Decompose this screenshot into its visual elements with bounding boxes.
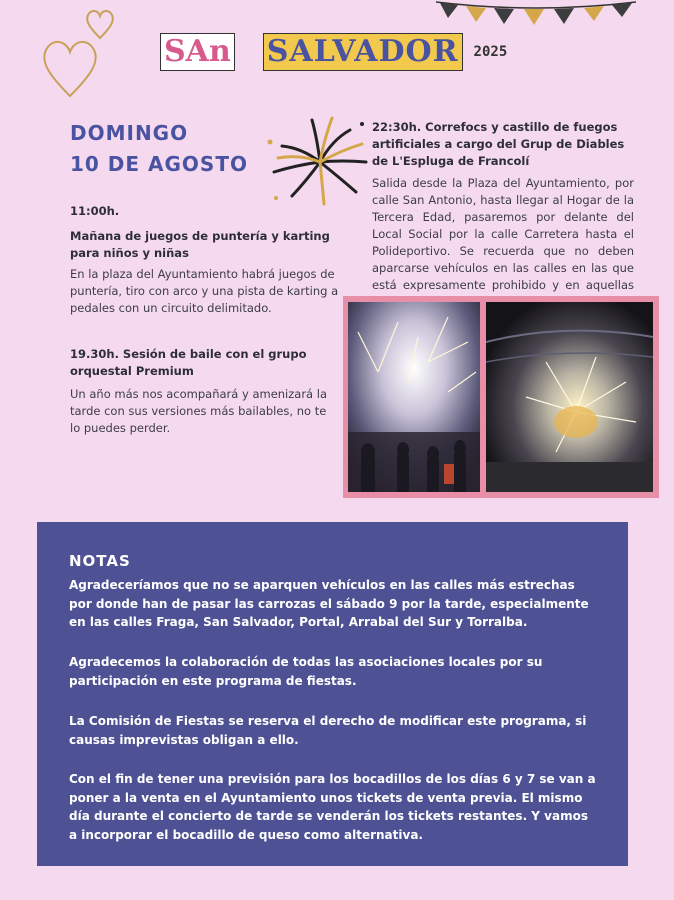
notes-box [37,522,628,866]
event-2-description: Un año más nos acompañará y amenizará la tarde con sus versiones más bailables, no te lo puedes perder. [70,387,328,435]
note-item: Agradecemos la colaboración de todas las asociaciones locales por su participación en este programa de fiestas. [69,655,543,688]
correfocs-photo-1 [348,302,480,492]
correfocs-photos [343,296,659,498]
logo-word-san: SAn [160,33,235,71]
fireworks-decoration-icon [262,110,372,210]
day-title [70,118,248,180]
event-1-title: Mañana de juegos de puntería y karting para niños y niñas [70,229,330,260]
bunting-decoration-icon [436,0,636,28]
note-item: Agradeceríamos que no se aparquen vehículos en las calles más estrechas por donde han de pasar las carrozas el sábado 9 por la tarde, especialmente en las calles Fraga, San Salvador, Portal, Arrabal del Sur y Torralba. [69,578,589,629]
note-item: La Comisión de Fiestas se reserva el derecho de modificar este programa, si causas imprevistas obligan a ello. [69,714,587,747]
event-1-time: 11:00h. [70,204,120,218]
notes-title: NOTAS [69,552,131,570]
correfocs-photo-2 [486,302,653,492]
day-title-date: 10 DE AGOSTO [70,152,248,176]
hearts-decoration-icon [40,4,130,104]
logo-word-salvador: SALVADOR [263,33,463,71]
event-3-title: 22:30h. Correfocs y castillo de fuegos artificiales a cargo del Grup de Diables de L'Espluga de Francolí [372,120,625,168]
san-salvador-logo [160,28,507,76]
note-item: Con el fin de tener una previsión para los bocadillos de los días 6 y 7 se van a poner a la venta en el Ayuntamiento unos tickets de venta previa. El mismo día durante el concierto de tarde se venderán los tickets restantes. Y vamos a incorporar el bocadillo de queso como alternativa. [69,772,596,842]
day-title-weekday: DOMINGO [70,121,189,145]
event-1-description: En la plaza del Ayuntamiento habrá juegos de puntería, tiro con arco y una pista de karting a pedales con un circuito delimitado. [70,267,339,315]
event-3-description: Salida desde la Plaza del Ayuntamiento, por calle San Antonio, hasta llegar al Hogar de la Tercera Edad, pasaremos por delante del Local Social por la calle Carretera hasta el Polideportivo. Se recuerda que no deben aparcarse vehículos en las calles en las que está expresamente prohibido y en aquellas [372,176,634,292]
event-2-title: 19.30h. Sesión de baile con el grupo orquestal Premium [70,347,307,378]
logo-year: 2025 [473,44,508,60]
